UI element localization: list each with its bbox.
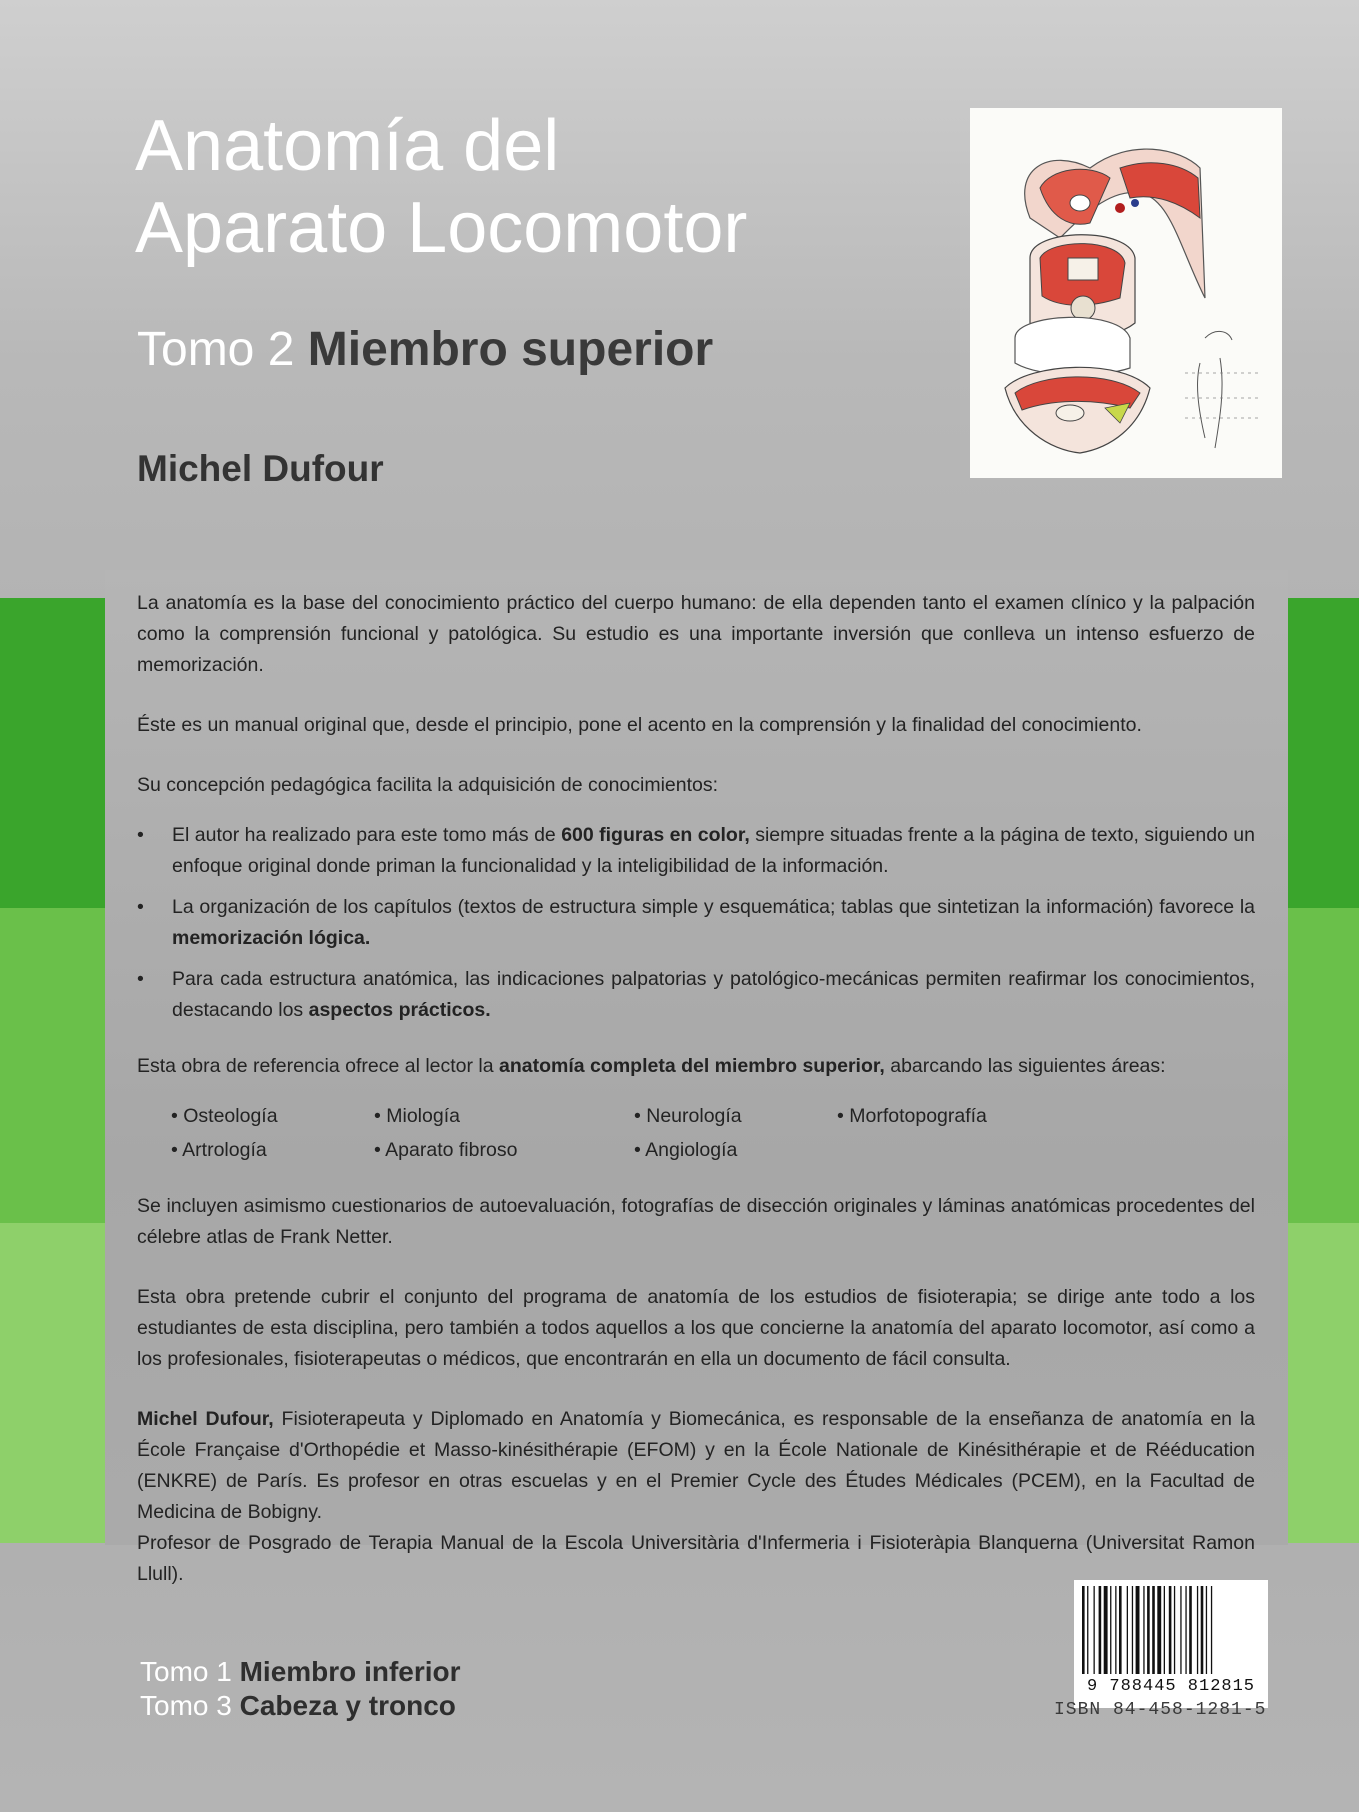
other-volume-name: Cabeza y tronco: [239, 1690, 456, 1721]
barcode-bar: [1180, 1586, 1181, 1674]
description-text: [137, 588, 1255, 1590]
barcode-bar: [1157, 1586, 1161, 1674]
area-morfotopografia: • Morfotopografía: [837, 1105, 987, 1127]
barcode-bar: [1115, 1586, 1116, 1674]
anatomical-illustration: [970, 108, 1282, 478]
author-name: Michel Dufour: [137, 448, 384, 489]
barcode-bar: [1211, 1586, 1212, 1674]
barcode-bar: [1201, 1586, 1204, 1674]
areas-list: [171, 1099, 1255, 1167]
volume-number: Tomo 2: [137, 323, 295, 376]
barcode-bar: [1147, 1586, 1150, 1674]
feature-practical-pre: Para cada estructura anatómica, las indicaciones palpatorias y patológico-mecánicas permiten reafirmar los conocimientos, destacando los: [172, 968, 1255, 1021]
feature-item-practical: [137, 964, 1255, 1026]
feature-organization-bold: memorización lógica.: [172, 927, 371, 949]
isbn-number: ISBN 84-458-1281-5: [1054, 1700, 1267, 1720]
reference-pre: Esta obra de referencia ofrece al lector la: [137, 1055, 500, 1077]
green-stripe-dark-right: [1288, 598, 1359, 908]
feature-figures-bold: 600 figuras en color,: [561, 824, 750, 846]
bullet-dot: •: [137, 896, 144, 918]
barcode-bar: [1136, 1586, 1140, 1674]
arm-cross-section-drawing: [970, 108, 1282, 478]
bio-text: Fisioterapeuta y Diplomado en Anatomía y Biomecánica, es responsable de la enseñanza de anatomía en la École Française d'Orthopédie et Masso-kinésithérapie (EFOM) y en la École Nationale de Kinésithérapie et de Rééducation (ENKRE) de París. Es profesor en otras escuelas y en el Premier Cycle des Études Médicales (PCEM), en la Facultad de Medicina de Bobigny.: [137, 1408, 1255, 1523]
area-aparato-fibroso: • Aparato fibroso: [374, 1139, 518, 1161]
feature-organization-pre: La organización de los capítulos (textos de estructura simple y esquemática; tablas que sintetizan la información) favorece la: [172, 896, 1255, 918]
other-volume-number: Tomo 1: [140, 1656, 232, 1687]
extras-paragraph: Se incluyen asimismo cuestionarios de autoevaluación, fotografías de disección originales y láminas anatómicas procedentes del célebre atlas de Frank Netter.: [137, 1195, 1255, 1248]
feature-practical-bold: aspectos prácticos.: [308, 999, 491, 1021]
area-osteologia: • Osteología: [171, 1105, 278, 1127]
other-volumes: [140, 1655, 461, 1723]
reference-bold: anatomía completa del miembro superior,: [499, 1055, 885, 1077]
other-volume-number: Tomo 3: [140, 1690, 232, 1721]
bio-author-name: Michel Dufour,: [137, 1408, 274, 1430]
audience-paragraph: Esta obra pretende cubrir el conjunto del programa de anatomía de los estudios de fisioterapia; se dirige ante todo a los estudiantes de esta disciplina, pero también a todos aquellos a los que concierne la anatomía del aparato locomotor, así como a los profesionales, fisioterapeutas o médicos, que encontrarán en ella un documento de fácil consulta.: [137, 1286, 1255, 1370]
barcode-bar: [1197, 1586, 1198, 1674]
green-stripe-mid-right: [1288, 908, 1359, 1223]
other-volume-3: [140, 1689, 461, 1723]
reference-paragraph: [137, 1051, 1255, 1082]
bullet-dot: •: [137, 968, 144, 990]
barcode-digits: 9 788445 812815: [1086, 1677, 1256, 1696]
green-stripe-light-right: [1288, 1223, 1359, 1543]
feature-item-organization: [137, 892, 1255, 954]
barcode-bar: [1104, 1586, 1108, 1674]
barcode: [1074, 1580, 1268, 1708]
book-title: [135, 105, 915, 269]
volume-name: Miembro superior: [307, 323, 714, 376]
barcode-bar: [1185, 1586, 1186, 1674]
feature-item-figures: [137, 820, 1255, 882]
green-stripe-light-left: [0, 1223, 105, 1543]
barcode-bar: [1206, 1586, 1207, 1674]
barcode-bar: [1099, 1586, 1102, 1674]
manual-paragraph: Éste es un manual original que, desde el principio, pone el acento en la comprensión y la finalidad del conocimiento.: [137, 714, 1142, 736]
volume-heading: [137, 322, 713, 377]
other-volume-name: Miembro inferior: [239, 1656, 461, 1687]
barcode-bar: [1087, 1586, 1088, 1674]
barcode-bar: [1082, 1586, 1085, 1674]
feature-figures-post: siempre situadas frente a la página de texto, siguiendo un enfoque original donde priman la funcionalidad y la inteligibilidad de la información.: [172, 824, 1255, 877]
area-angiologia: • Angiología: [634, 1139, 738, 1161]
barcode-bar: [1174, 1586, 1175, 1674]
other-volume-1: [140, 1655, 461, 1689]
intro-paragraph: La anatomía es la base del conocimiento práctico del cuerpo humano: de ella dependen tanto el examen clínico y la palpación como la comprensión funcional y patológica. Su estudio es una importante inversión que conlleva un intenso esfuerzo de memorización.: [137, 592, 1255, 676]
title-line-2: Aparato Locomotor: [135, 188, 748, 268]
barcode-bar: [1127, 1586, 1128, 1674]
pedagogy-paragraph: Su concepción pedagógica facilita la adquisición de conocimientos:: [137, 774, 719, 796]
barcode-bar: [1169, 1586, 1172, 1674]
barcode-bar: [1119, 1586, 1122, 1674]
bio-second-line: Profesor de Posgrado de Terapia Manual de la Escola Universitària d'Infermeria i Fisioteràpia Blanquerna (Universitat Ramon Llull).: [137, 1532, 1255, 1585]
barcode-bars: [1080, 1586, 1262, 1676]
barcode-bar: [1094, 1586, 1095, 1674]
bullet-dot: •: [137, 824, 144, 846]
author-bio: [137, 1404, 1255, 1590]
reference-post: abarcando las siguientes áreas:: [884, 1055, 1166, 1077]
area-artrologia: • Artrología: [171, 1139, 267, 1161]
barcode-bar: [1189, 1586, 1192, 1674]
green-stripe-mid-left: [0, 908, 105, 1223]
barcode-bar: [1143, 1586, 1144, 1674]
title-line-1: Anatomía del: [135, 106, 560, 186]
barcode-bar: [1164, 1586, 1165, 1674]
area-miologia: • Miología: [374, 1105, 460, 1127]
bio-paragraph: [137, 1404, 1255, 1528]
barcode-bar: [1110, 1586, 1111, 1674]
barcode-bar: [1132, 1586, 1133, 1674]
feature-list: [137, 820, 1255, 1026]
area-neurologia: • Neurología: [634, 1105, 742, 1127]
feature-figures-pre: El autor ha realizado para este tomo más de: [172, 824, 562, 846]
barcode-bar: [1152, 1586, 1155, 1674]
green-stripe-dark-left: [0, 598, 105, 908]
